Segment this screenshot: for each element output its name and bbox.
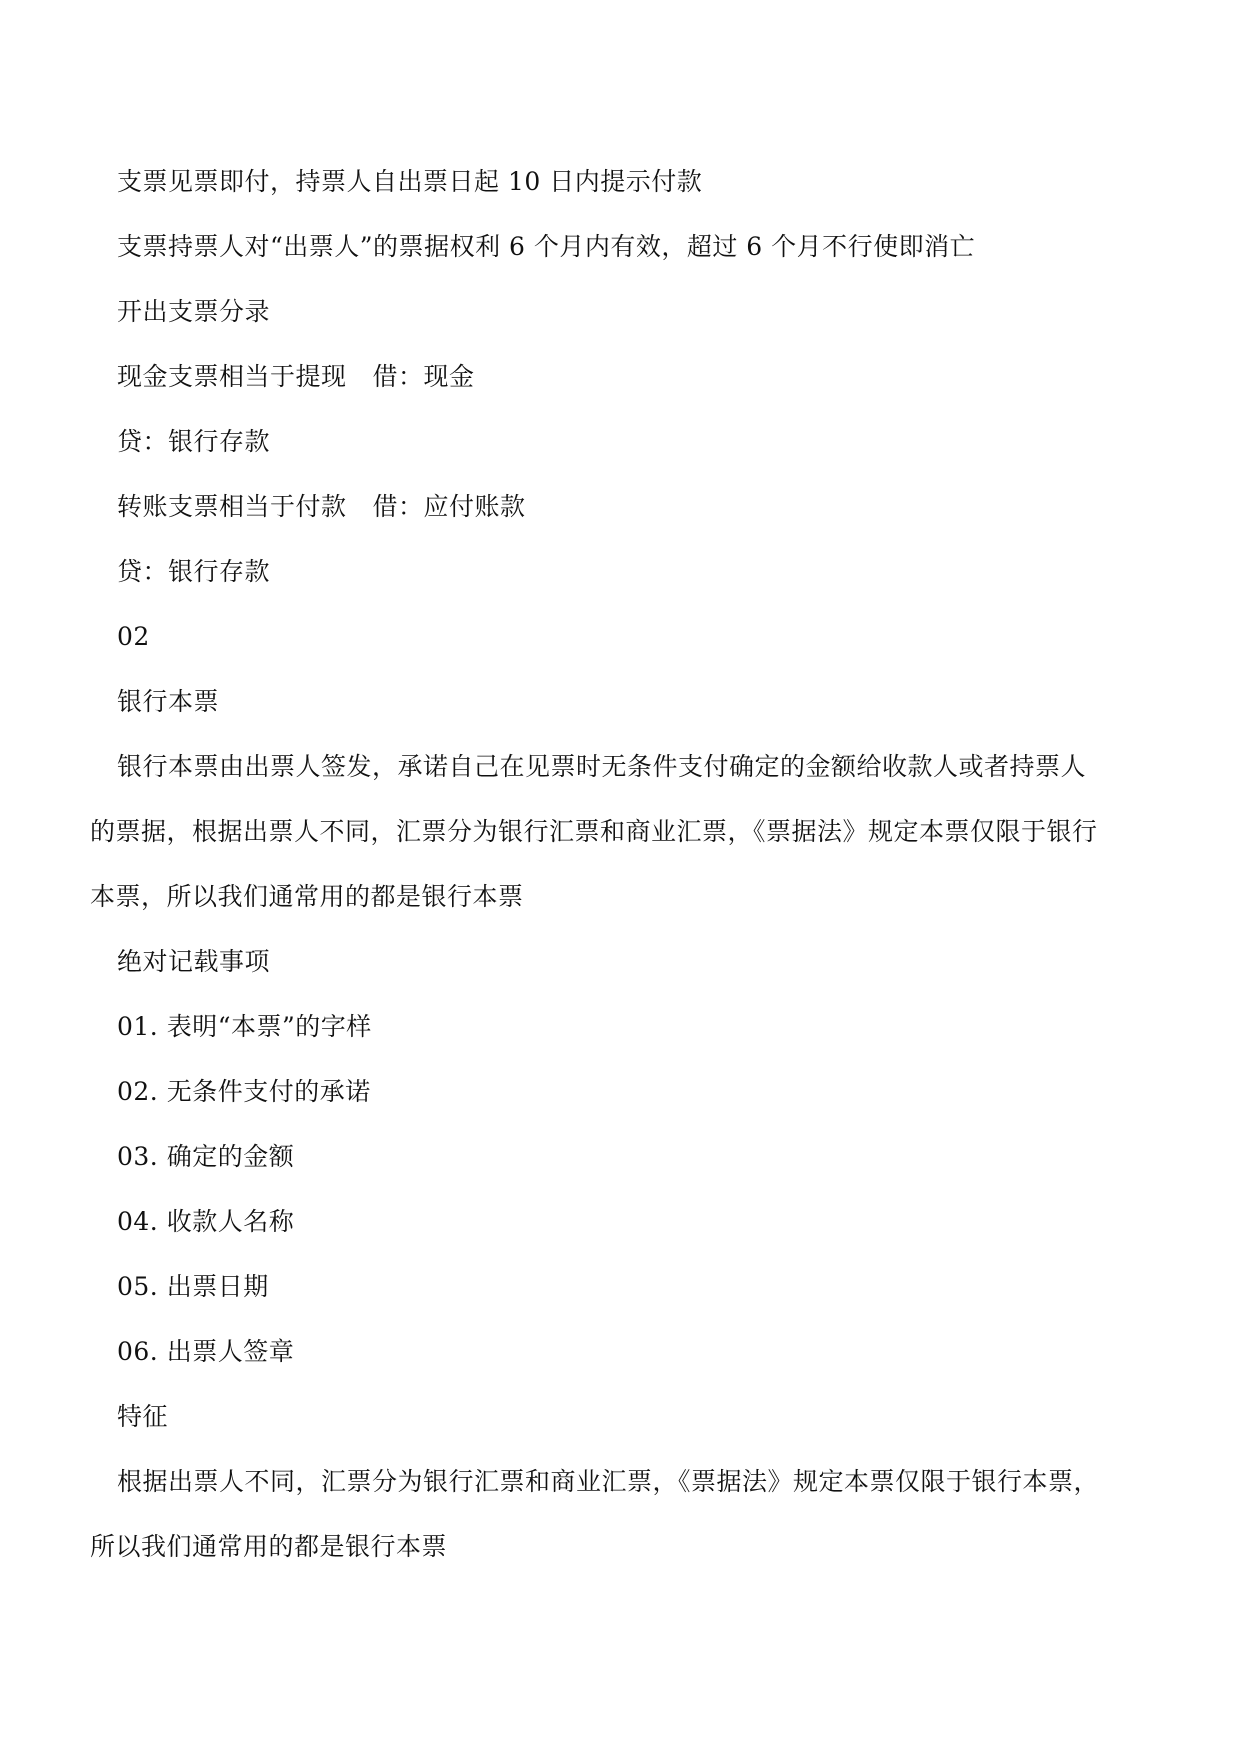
list-item: 04. 收款人名称 <box>117 1207 295 1236</box>
entry-transfer-check-debit: 借：应付账款 <box>372 492 526 521</box>
heading-features: 特征 <box>117 1402 169 1431</box>
paragraph-cashier-check-line3: 本票，所以我们通常用的都是银行本票 <box>90 882 524 911</box>
paragraph-features-line2: 所以我们通常用的都是银行本票 <box>90 1532 448 1561</box>
list-item: 05. 出票日期 <box>117 1272 269 1301</box>
entry-cash-check <box>117 362 475 392</box>
entry-cash-check-label: 现金支票相当于提现 <box>117 362 347 391</box>
list-item: 02. 无条件支付的承诺 <box>117 1077 371 1106</box>
section-title: 银行本票 <box>117 687 220 716</box>
heading-check-entries: 开出支票分录 <box>117 297 271 326</box>
entry-cash-check-credit: 贷：银行存款 <box>117 427 271 456</box>
entry-transfer-check <box>117 492 526 522</box>
paragraph-cashier-check-line2: 的票据，根据出票人不同，汇票分为银行汇票和商业汇票，《票据法》规定本票仅限于银行 <box>90 817 1098 846</box>
list-item: 01. 表明“本票”的字样 <box>117 1012 372 1041</box>
paragraph-features-line1: 根据出票人不同，汇票分为银行汇票和商业汇票，《票据法》规定本票仅限于银行本票， <box>117 1467 1100 1496</box>
entry-transfer-check-credit: 贷：银行存款 <box>117 557 271 586</box>
heading-mandatory-items: 绝对记载事项 <box>117 947 271 976</box>
entry-transfer-check-label: 转账支票相当于付款 <box>117 492 347 521</box>
paragraph-check-right-validity: 支票持票人对“出票人”的票据权利 6 个月内有效，超过 6 个月不行使即消亡 <box>117 232 976 261</box>
section-number: 02 <box>117 622 150 651</box>
paragraph-cashier-check-line1: 银行本票由出票人签发，承诺自己在见票时无条件支付确定的金额给收款人或者持票人 <box>117 752 1087 781</box>
list-item: 06. 出票人签章 <box>117 1337 295 1366</box>
paragraph-check-payment-term: 支票见票即付，持票人自出票日起 10 日内提示付款 <box>117 167 703 196</box>
list-item: 03. 确定的金额 <box>117 1142 295 1171</box>
entry-cash-check-debit: 借：现金 <box>372 362 475 391</box>
